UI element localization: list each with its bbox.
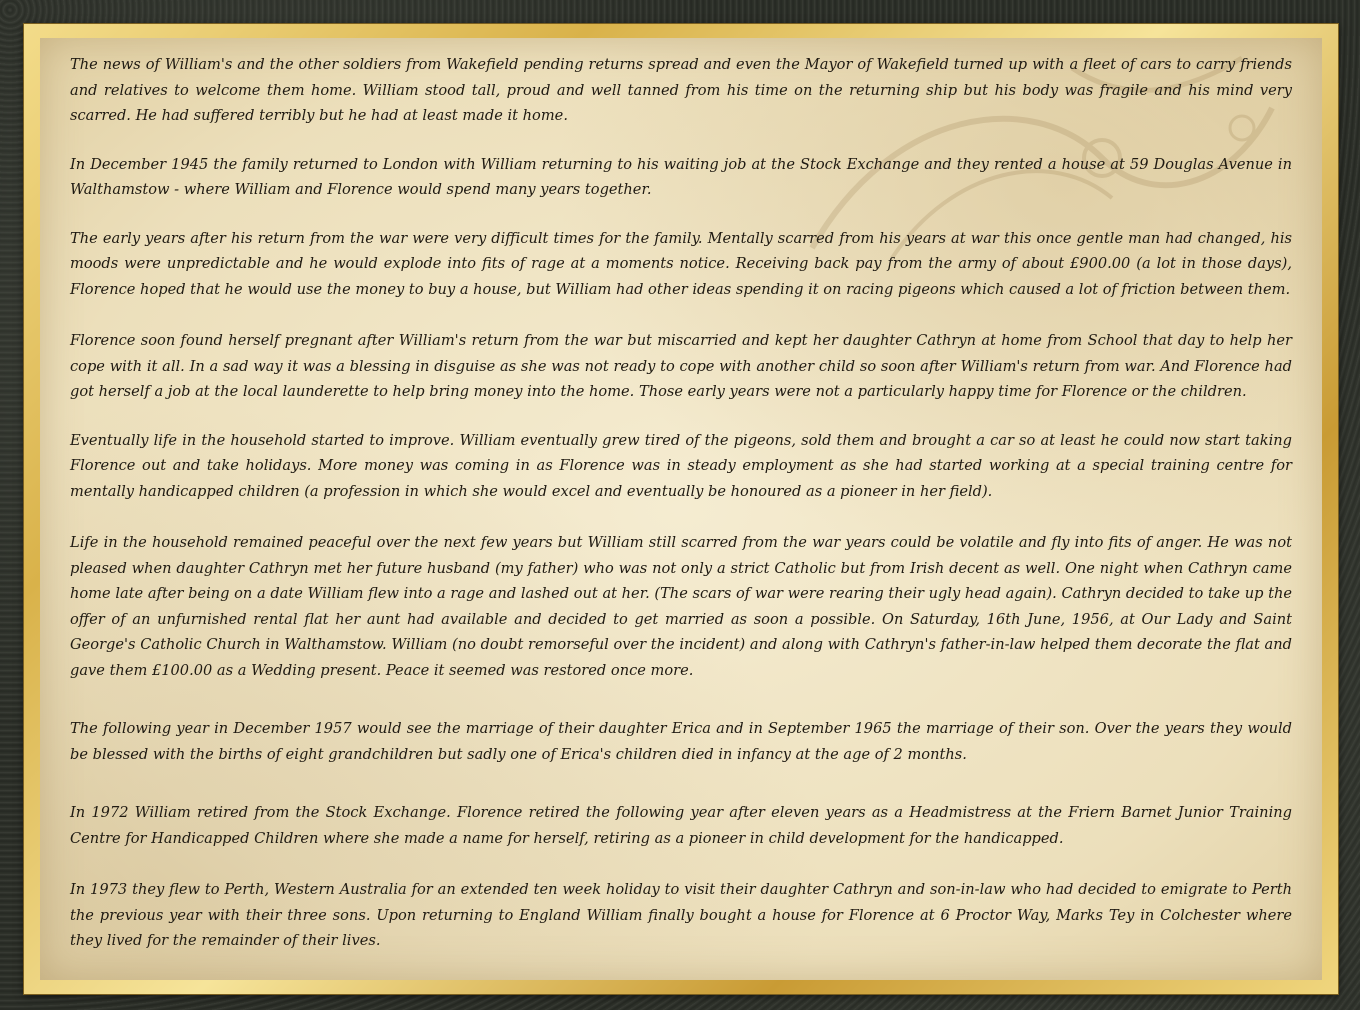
paragraph-perth-1973: In 1973 they flew to Perth, Western Australia for an extended ten week holiday to visit their daughter Cathryn and son-in-law who had decided to emigrate to Perth the previous year with their three sons. Upon returning to England William finally bought a house for Florence at 6 Proctor Way, Marks Tey in Colchester where they lived for the remainder of their lives. [70,881,1292,949]
paragraph-return-home: The news of William's and the other soldiers from Wakefield pending returns spread and even the Mayor of Wakefield turned up with a fleet of cars to carry friends and relatives to welcome them home. William stood tall, proud and well tanned from his time on the returning ship but his body was fragile and his mind very scarred. He had suffered terribly but he had at least made it home. [70,56,1292,124]
paragraph-december-1945: In December 1945 the family returned to London with William returning to his waiting job at the Stock Exchange and they rented a house at 59 Douglas Avenue in Walthamstow - where William and Florence would spend many years together. [70,155,1292,198]
paragraph-cathryn-marriage: Life in the household remained peaceful over the next few years but William still scarred from the war years could be volatile and fly into fits of anger. He was not pleased when daughter Cathryn met her future husband (my father) who was not only a strict Catholic but from Irish decent as well. One night when Cathryn came home late after being on a date William flew into a rage and lashed out at her. (The scars of war were rearing their ugly head again). Cathryn decided to take up the offer of an unfurnished rental flat her aunt had available and decided to get married as soon a possible. On Saturday, 16th June, 1956, at Our Lady and Saint George's Catholic Church in Walthamstow. William (no doubt remorseful over the incident) and along with Cathryn's father-in-law helped them decorate the flat and gave them £100.00 as a Wedding present. Peace it seemed was restored once more. [70,534,1292,679]
paragraph-early-years: The early years after his return from the war were very difficult times for the family. Mentally scarred from his years at war this once gentle man had changed, his moods were unpredictable and he would explode into fits of rage at a moments notice. Receiving back pay from the army of about £900.00 (a lot in those days), Florence hoped that he would use the money to buy a house, but William had other ideas spending it on racing pigeons which caused a lot of friction between them. [70,229,1292,298]
paragraph-retirement-1972: In 1972 William retired from the Stock Exchange. Florence retired the following year after eleven years as a Headmistress at the Friern Barnet Junior Training Centre for Handicapped Children where she made a name for herself, retiring as a pioneer in child development for the handicapped. [70,804,1292,847]
paragraph-household-improve: Eventually life in the household started to improve. William eventually grew tired of the pigeons, sold them and brought a car so at least he could now start taking Florence out and take holidays. More money was coming in as Florence was in steady employment as she had started working at a special training centre for mentally handicapped children (a profession in which she would excel and eventually be honoured as a pioneer in her field). [70,431,1292,500]
gold-frame-border [24,24,1338,994]
parchment-page [40,38,1322,980]
paragraph-following-year: The following year in December 1957 would see the marriage of their daughter Erica and in September 1965 the marriage of their son. Over the years they would be blessed with the births of eight grandchildren but sadly one of Erica's children died in infancy at the age of 2 months. [70,720,1292,763]
paragraph-florence-pregnant: Florence soon found herself pregnant after William's return from the war but miscarried and kept her daughter Cathryn at home from School that day to help her cope with it all. In a sad way it was a blessing in disguise as she was not ready to cope with another child so soon after William's return from war. And Florence had got herself a job at the local launderette to help bring money into the home. Those early years were not a particularly happy time for Florence or the children. [70,332,1292,400]
